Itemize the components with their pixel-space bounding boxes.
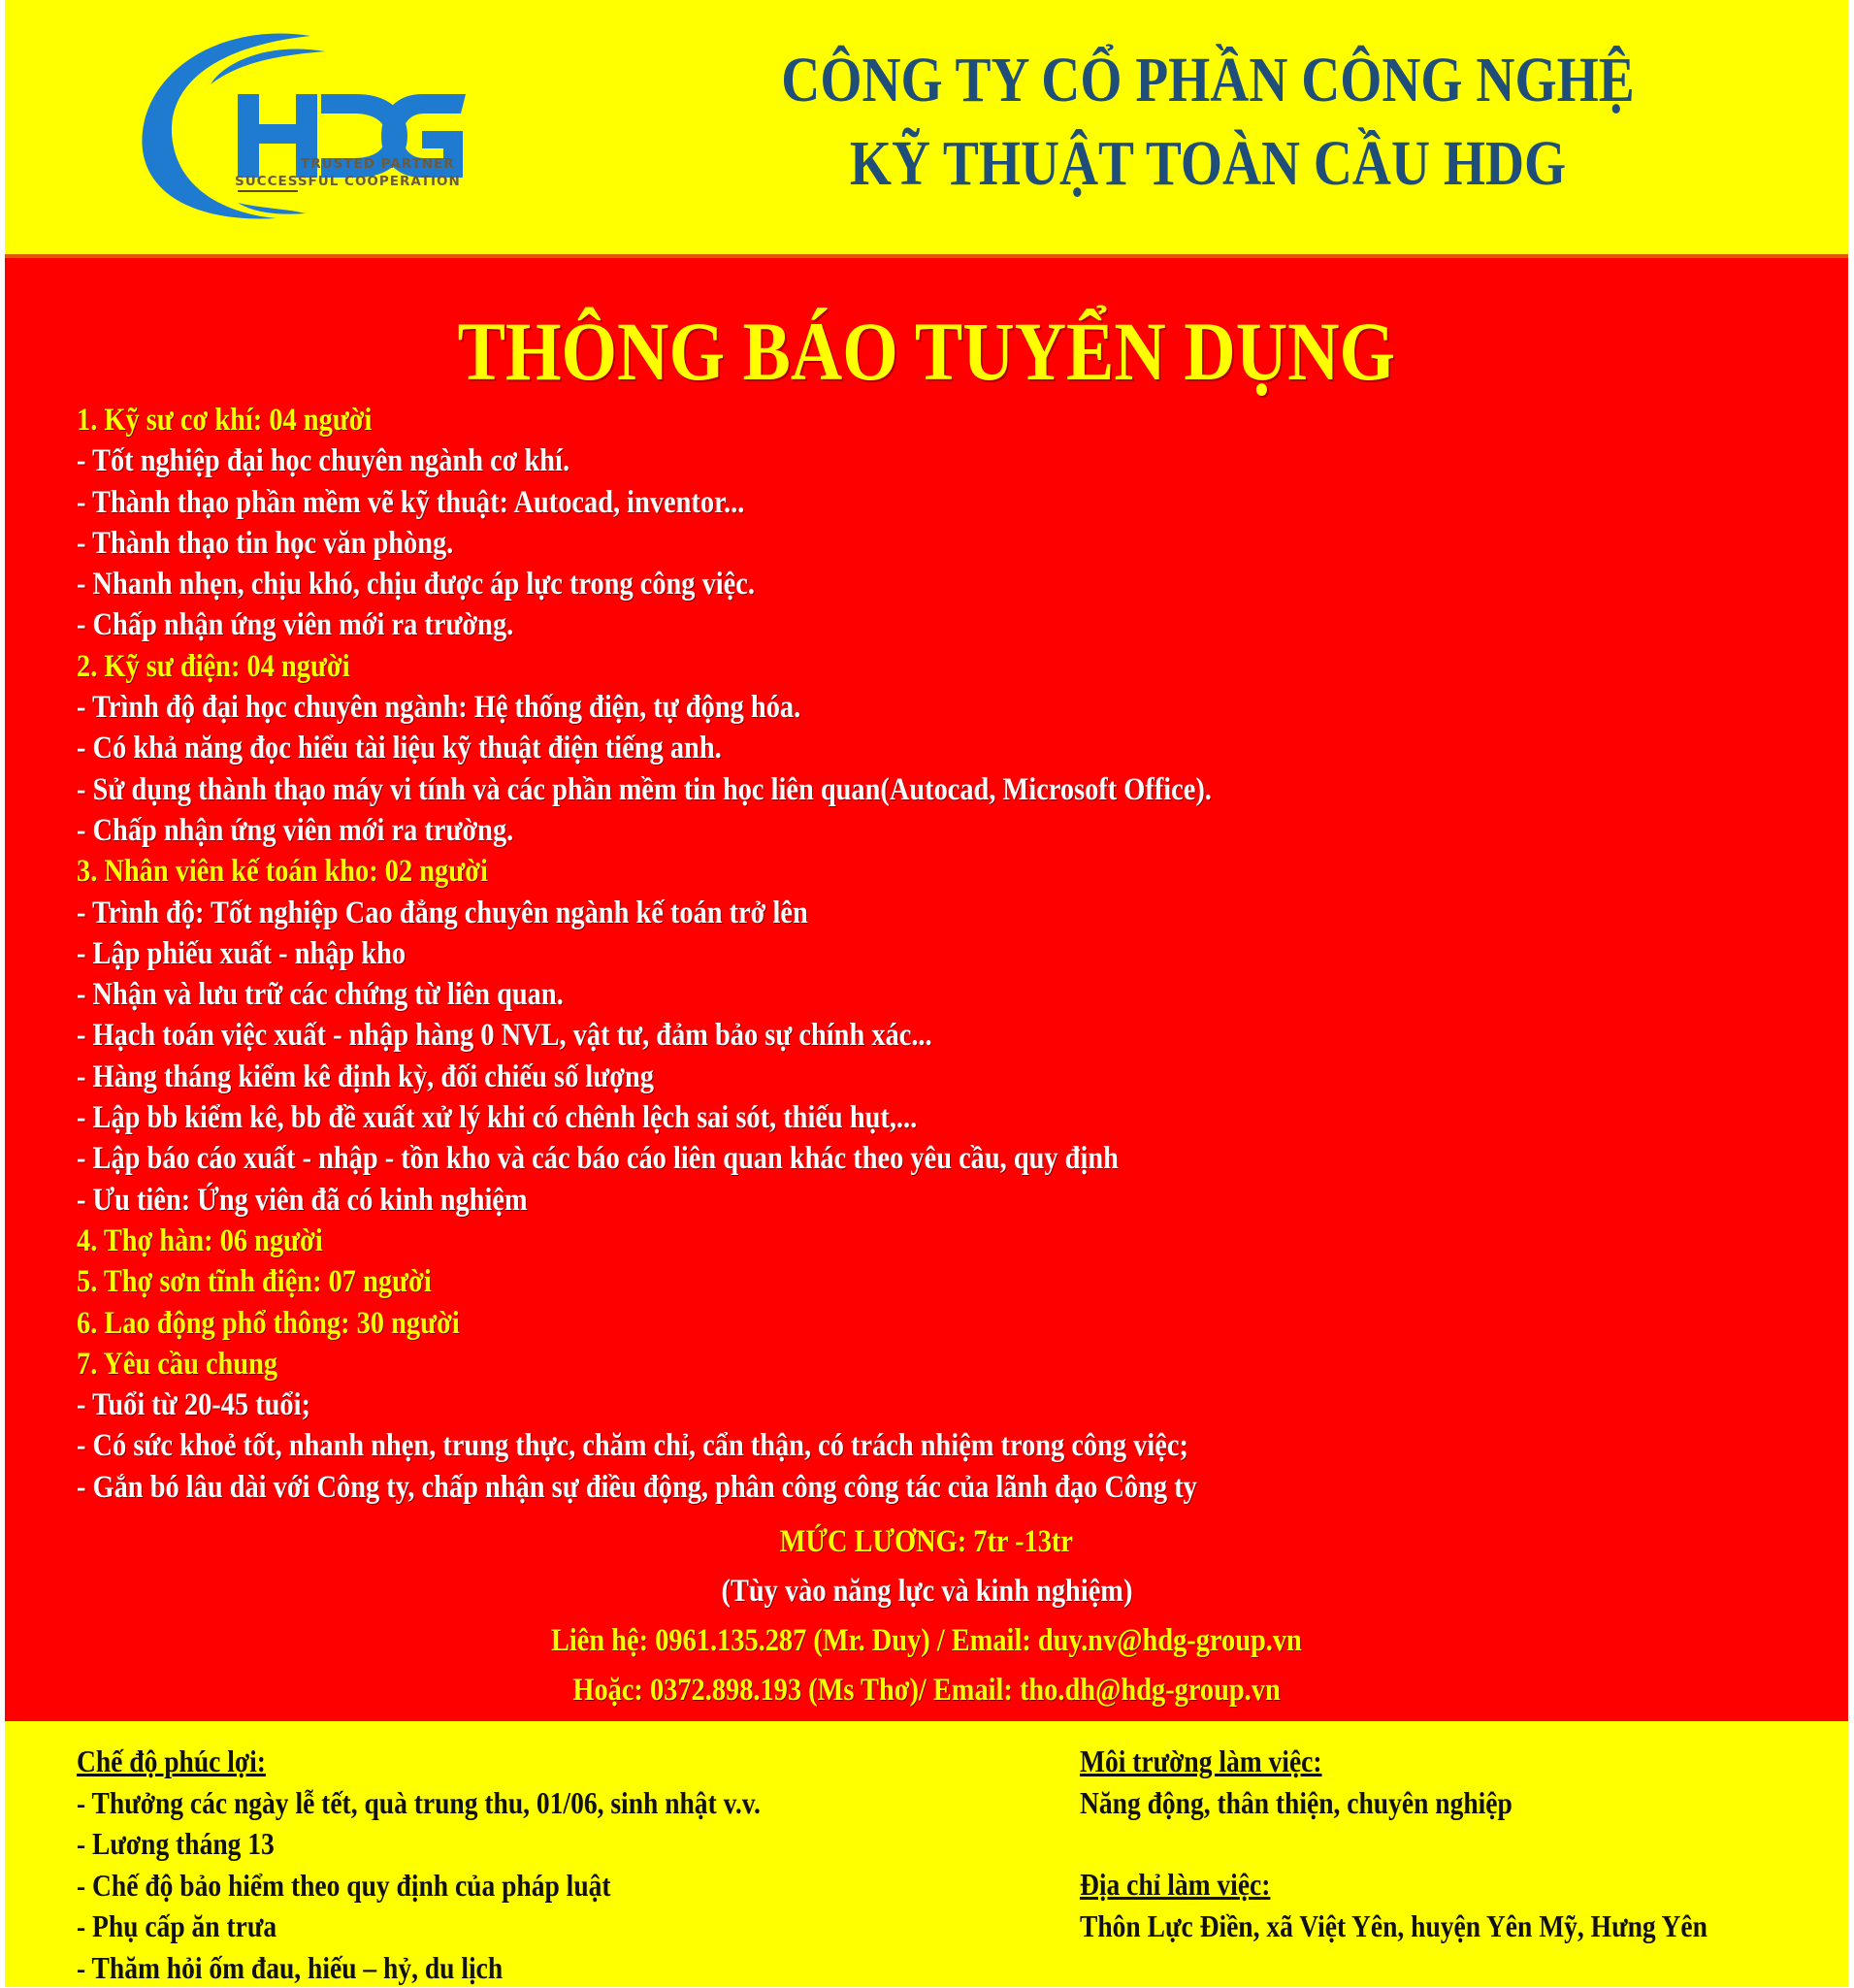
contact-line-1: Liên hệ: 0961.135.287 (Mr. Duy) / Email: duy.nv@hdg-group.vn — [5, 1616, 1848, 1666]
benefits-heading: Chế độ phúc lợi: — [77, 1741, 761, 1782]
hdg-logo-icon — [131, 24, 471, 228]
page-title — [5, 303, 1848, 400]
requirement-item: - Nhận và lưu trữ các chứng từ liên quan. — [77, 974, 1562, 1015]
requirement-item: - Lập báo cáo xuất - nhập - tồn kho và các báo cáo liên quan khác theo yêu cầu, quy định — [77, 1138, 1562, 1179]
position-heading: 1. Kỹ sư cơ khí: 04 người — [77, 400, 1562, 440]
hdg-logo — [131, 24, 471, 228]
requirement-item: - Chấp nhận ứng viên mới ra trường. — [77, 604, 1562, 645]
spacer — [1080, 1823, 1809, 1864]
recruitment-band — [5, 254, 1848, 1721]
logo-tagline-2: SUCCESSFUL COOPERATION — [235, 173, 461, 190]
company-name-line-2: KỸ THUẬT TOÀN CẦU HDG — [719, 122, 1697, 206]
requirement-item: - Chấp nhận ứng viên mới ra trường. — [77, 810, 1562, 851]
salary-note: (Tùy vào năng lực và kinh nghiệm) — [5, 1567, 1848, 1616]
environment-text: Năng động, thân thiện, chuyên nghiệp — [1080, 1782, 1708, 1824]
logo-tagline-1: TRUSTED PARTNER — [252, 155, 461, 173]
requirement-item: - Gắn bó lâu dài với Công ty, chấp nhận sự điều động, phân công công tác của lãnh đạo Công ty — [77, 1467, 1562, 1508]
header — [5, 0, 1848, 254]
position-heading: 4. Thợ hàn: 06 người — [77, 1221, 1562, 1261]
benefits-section — [5, 1721, 1848, 1987]
requirement-item: - Hạch toán việc xuất - nhập hàng 0 NVL, vật tư, đảm bảo sự chính xác... — [77, 1015, 1562, 1056]
requirement-item: - Ưu tiên: Ứng viên đã có kinh nghiệm — [77, 1180, 1562, 1221]
benefit-item: - Lương tháng 13 — [77, 1823, 761, 1865]
requirement-item: - Lập phiếu xuất - nhập kho — [77, 933, 1562, 974]
benefit-item: - Thăm hỏi ốm đau, hiếu – hỷ, du lịch — [77, 1947, 761, 1988]
requirement-item: - Hàng tháng kiểm kê định kỳ, đối chiếu số lượng — [77, 1057, 1562, 1097]
requirement-item: - Tốt nghiệp đại học chuyên ngành cơ khí. — [77, 440, 1562, 481]
company-name-line-1: CÔNG TY CỔ PHẦN CÔNG NGHỆ — [719, 39, 1697, 122]
benefit-item: - Phụ cấp ăn trưa — [77, 1906, 761, 1947]
page-title-text: THÔNG BÁO TUYỂN DỤNG — [458, 303, 1395, 400]
position-heading: 5. Thợ sơn tĩnh điện: 07 người — [77, 1261, 1562, 1302]
general-requirements-heading: 7. Yêu cầu chung — [77, 1344, 1562, 1385]
requirement-item: - Thành thạo phần mềm vẽ kỹ thuật: Autocad, inventor... — [77, 482, 1562, 523]
company-name — [626, 39, 1790, 206]
requirement-item: - Lập bb kiểm kê, bb đề xuất xử lý khi có chênh lệch sai sót, thiếu hụt,... — [77, 1097, 1562, 1138]
environment-address-column — [1080, 1741, 1809, 1946]
requirement-item: - Có sức khoẻ tốt, nhanh nhẹn, trung thực, chăm chỉ, cẩn thận, có trách nhiệm trong công việc; — [77, 1425, 1562, 1466]
address-heading: Địa chỉ làm việc: — [1080, 1864, 1708, 1906]
address-text: Thôn Lực Điền, xã Việt Yên, huyện Yên Mỹ, Hưng Yên — [1080, 1906, 1708, 1947]
positions-list — [77, 400, 1804, 1508]
benefits-column — [77, 1741, 872, 1988]
contact-line-2: Hoặc: 0372.898.193 (Ms Thơ)/ Email: tho.dh@hdg-group.vn — [5, 1666, 1848, 1715]
position-heading: 3. Nhân viên kế toán kho: 02 người — [77, 851, 1562, 892]
requirement-item: - Có khả năng đọc hiểu tài liệu kỹ thuật điện tiếng anh. — [77, 728, 1562, 768]
requirement-item: - Trình độ đại học chuyên ngành: Hệ thống điện, tự động hóa. — [77, 687, 1562, 728]
position-heading: 6. Lao động phổ thông: 30 người — [77, 1303, 1562, 1344]
salary-contact-block — [5, 1517, 1848, 1715]
requirement-item: - Tuổi từ 20-45 tuổi; — [77, 1385, 1562, 1425]
requirement-item: - Nhanh nhẹn, chịu khó, chịu được áp lực trong công việc. — [77, 564, 1562, 604]
requirement-item: - Trình độ: Tốt nghiệp Cao đẳng chuyên ngành kế toán trở lên — [77, 893, 1562, 933]
environment-heading: Môi trường làm việc: — [1080, 1741, 1708, 1782]
recruitment-poster — [5, 0, 1848, 1987]
requirement-item: - Thành thạo tin học văn phòng. — [77, 523, 1562, 564]
requirement-item: - Sử dụng thành thạo máy vi tính và các phần mềm tin học liên quan(Autocad, Microsoft Office). — [77, 769, 1562, 810]
position-heading: 2. Kỹ sư điện: 04 người — [77, 646, 1562, 687]
benefit-item: - Thưởng các ngày lễ tết, quà trung thu, 01/06, sinh nhật v.v. — [77, 1782, 761, 1824]
logo-tagline — [252, 155, 461, 190]
benefit-item: - Chế độ bảo hiểm theo quy định của pháp luật — [77, 1865, 761, 1907]
salary-label: MỨC LƯƠNG: 7tr -13tr — [5, 1517, 1848, 1567]
